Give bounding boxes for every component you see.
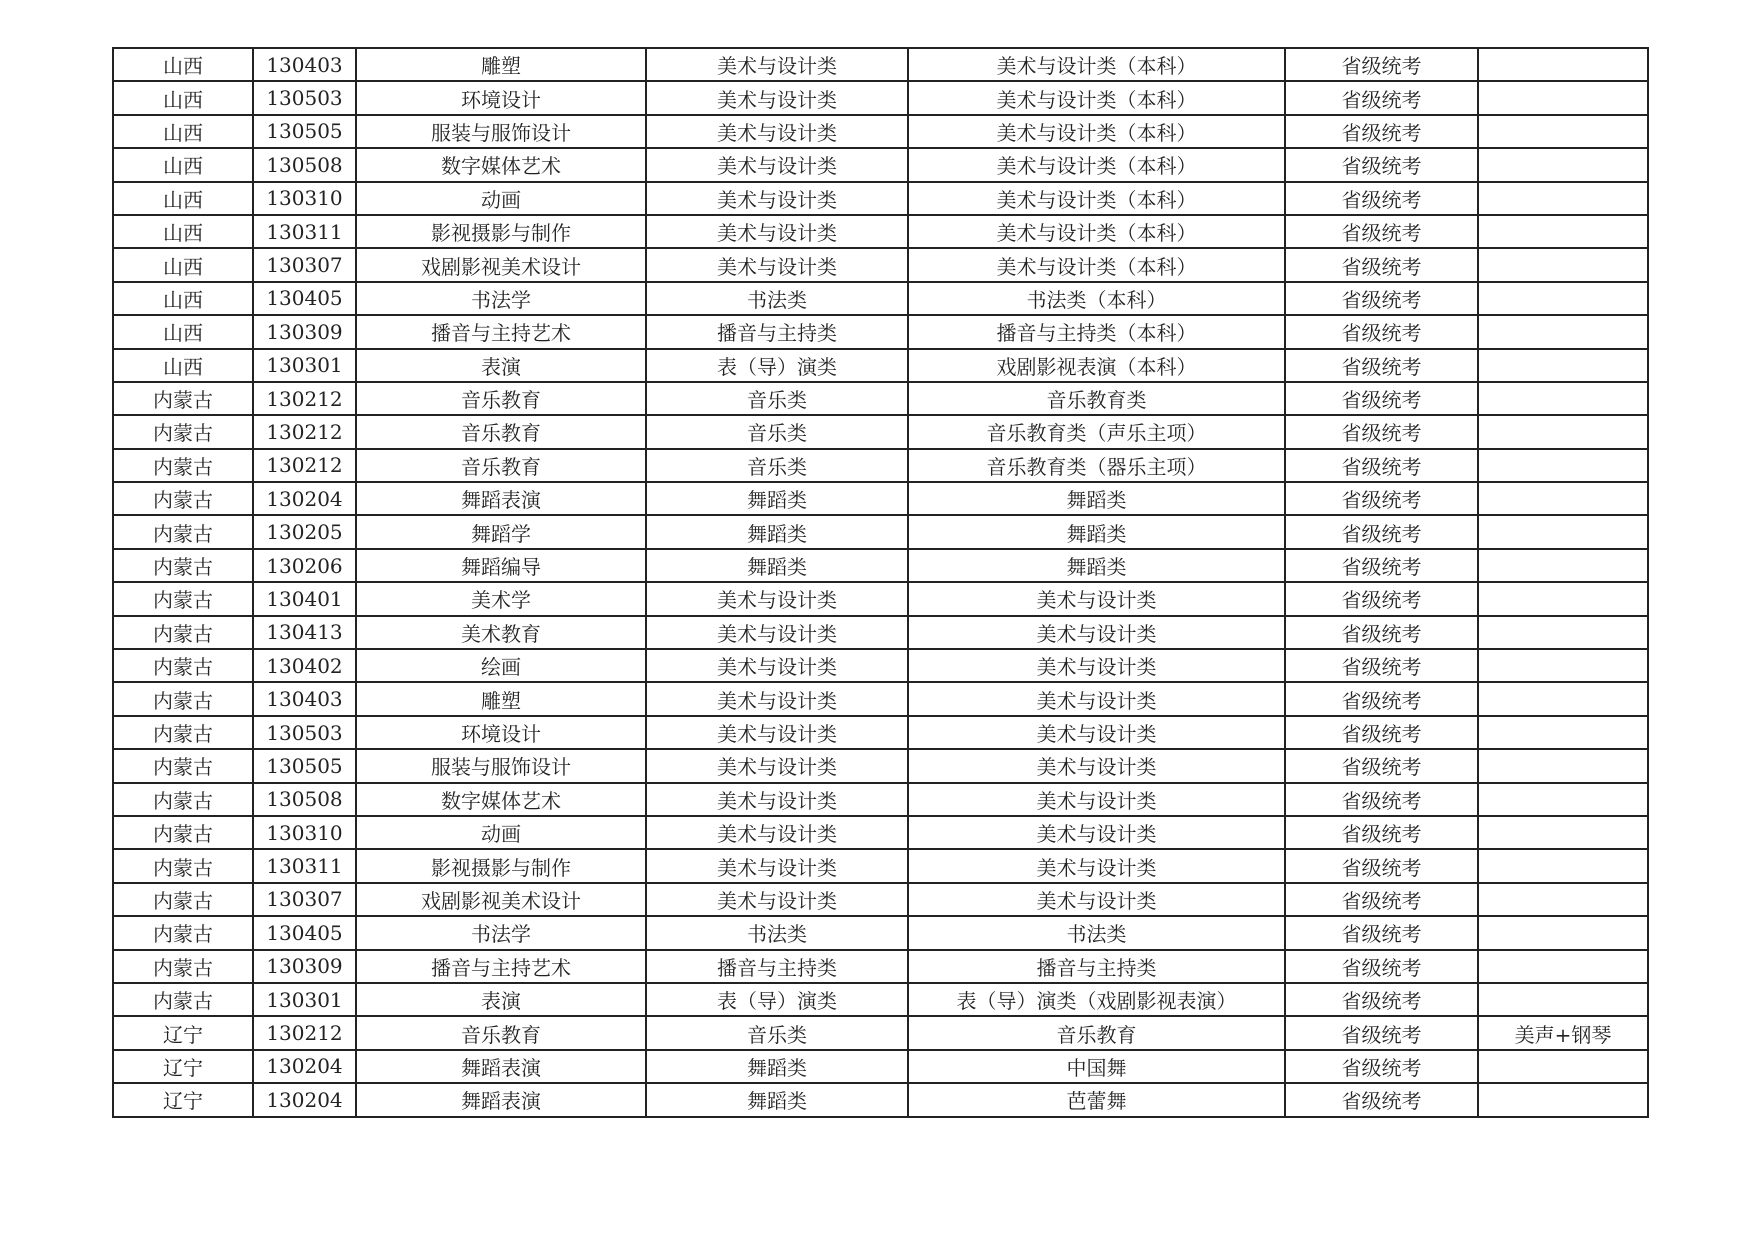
major-name-cell: 雕塑 <box>356 48 646 81</box>
major-name-cell: 动画 <box>356 816 646 849</box>
exam-type-cell: 省级统考 <box>1285 282 1478 315</box>
major-code-cell: 130206 <box>253 549 356 582</box>
exam-type-cell: 省级统考 <box>1285 115 1478 148</box>
major-code-cell: 130309 <box>253 315 356 348</box>
remark-cell <box>1478 649 1648 682</box>
major-code-cell: 130413 <box>253 616 356 649</box>
remark-cell <box>1478 582 1648 615</box>
exam-type-cell: 省级统考 <box>1285 215 1478 248</box>
province-cell: 山西 <box>113 315 253 348</box>
remark-cell <box>1478 282 1648 315</box>
major-code-cell: 130503 <box>253 81 356 114</box>
exam-subcategory-cell: 美术与设计类 <box>908 849 1285 882</box>
exam-category-cell: 播音与主持类 <box>646 315 908 348</box>
major-code-cell: 130307 <box>253 248 356 281</box>
exam-subcategory-cell: 芭蕾舞 <box>908 1083 1285 1116</box>
exam-type-cell: 省级统考 <box>1285 248 1478 281</box>
province-cell: 山西 <box>113 182 253 215</box>
major-name-cell: 音乐教育 <box>356 382 646 415</box>
major-code-cell: 130403 <box>253 682 356 715</box>
table-row <box>113 983 1648 1016</box>
exam-category-cell: 舞蹈类 <box>646 482 908 515</box>
remark-cell: 美声+钢琴 <box>1478 1016 1648 1049</box>
province-cell: 内蒙古 <box>113 816 253 849</box>
remark-cell <box>1478 983 1648 1016</box>
remark-cell <box>1478 81 1648 114</box>
exam-subcategory-cell: 音乐教育类 <box>908 382 1285 415</box>
major-name-cell: 舞蹈表演 <box>356 1083 646 1116</box>
remark-cell <box>1478 349 1648 382</box>
province-cell: 内蒙古 <box>113 916 253 949</box>
remark-cell <box>1478 749 1648 782</box>
remark-cell <box>1478 1050 1648 1083</box>
exam-type-cell: 省级统考 <box>1285 749 1478 782</box>
province-cell: 山西 <box>113 148 253 181</box>
major-name-cell: 戏剧影视美术设计 <box>356 883 646 916</box>
remark-cell <box>1478 916 1648 949</box>
major-code-cell: 130212 <box>253 415 356 448</box>
major-name-cell: 播音与主持艺术 <box>356 950 646 983</box>
major-code-cell: 130310 <box>253 182 356 215</box>
table-row <box>113 950 1648 983</box>
exam-category-cell: 舞蹈类 <box>646 1050 908 1083</box>
table-row <box>113 115 1648 148</box>
exam-subcategory-cell: 音乐教育 <box>908 1016 1285 1049</box>
remark-cell <box>1478 115 1648 148</box>
exam-subcategory-cell: 美术与设计类（本科） <box>908 182 1285 215</box>
remark-cell <box>1478 783 1648 816</box>
province-cell: 内蒙古 <box>113 549 253 582</box>
exam-subcategory-cell: 美术与设计类 <box>908 749 1285 782</box>
exam-category-cell: 美术与设计类 <box>646 115 908 148</box>
province-cell: 内蒙古 <box>113 449 253 482</box>
table-row <box>113 916 1648 949</box>
exam-category-cell: 书法类 <box>646 282 908 315</box>
remark-cell <box>1478 549 1648 582</box>
exam-subcategory-cell: 书法类（本科） <box>908 282 1285 315</box>
major-code-cell: 130311 <box>253 215 356 248</box>
exam-type-cell: 省级统考 <box>1285 81 1478 114</box>
exam-subcategory-cell: 美术与设计类 <box>908 883 1285 916</box>
major-code-cell: 130309 <box>253 950 356 983</box>
major-name-cell: 动画 <box>356 182 646 215</box>
major-code-cell: 130505 <box>253 749 356 782</box>
province-cell: 内蒙古 <box>113 749 253 782</box>
exam-category-cell: 美术与设计类 <box>646 649 908 682</box>
exam-category-cell: 美术与设计类 <box>646 849 908 882</box>
remark-cell <box>1478 883 1648 916</box>
table-row <box>113 215 1648 248</box>
remark-cell <box>1478 1083 1648 1116</box>
remark-cell <box>1478 182 1648 215</box>
exam-subcategory-cell: 美术与设计类 <box>908 816 1285 849</box>
province-cell: 内蒙古 <box>113 482 253 515</box>
table-row <box>113 549 1648 582</box>
table-row <box>113 649 1648 682</box>
exam-subcategory-cell: 美术与设计类（本科） <box>908 248 1285 281</box>
province-cell: 山西 <box>113 248 253 281</box>
province-cell: 山西 <box>113 48 253 81</box>
exam-subcategory-cell: 美术与设计类（本科） <box>908 115 1285 148</box>
province-cell: 山西 <box>113 115 253 148</box>
table-row <box>113 849 1648 882</box>
exam-subcategory-cell: 表（导）演类（戏剧影视表演） <box>908 983 1285 1016</box>
exam-type-cell: 省级统考 <box>1285 883 1478 916</box>
remark-cell <box>1478 515 1648 548</box>
table-row <box>113 749 1648 782</box>
exam-subcategory-cell: 播音与主持类 <box>908 950 1285 983</box>
exam-type-cell: 省级统考 <box>1285 349 1478 382</box>
major-name-cell: 书法学 <box>356 916 646 949</box>
table-row <box>113 582 1648 615</box>
exam-type-cell: 省级统考 <box>1285 549 1478 582</box>
major-code-cell: 130505 <box>253 115 356 148</box>
exam-type-cell: 省级统考 <box>1285 315 1478 348</box>
table-row <box>113 349 1648 382</box>
exam-subcategory-cell: 音乐教育类（声乐主项） <box>908 415 1285 448</box>
exam-subcategory-cell: 书法类 <box>908 916 1285 949</box>
exam-category-cell: 美术与设计类 <box>646 716 908 749</box>
remark-cell <box>1478 950 1648 983</box>
remark-cell <box>1478 816 1648 849</box>
major-code-cell: 130508 <box>253 783 356 816</box>
exam-type-cell: 省级统考 <box>1285 382 1478 415</box>
exam-subcategory-cell: 美术与设计类（本科） <box>908 81 1285 114</box>
table-row <box>113 415 1648 448</box>
table-row <box>113 81 1648 114</box>
major-name-cell: 绘画 <box>356 649 646 682</box>
table-row <box>113 482 1648 515</box>
exam-type-cell: 省级统考 <box>1285 148 1478 181</box>
exam-category-cell: 美术与设计类 <box>646 616 908 649</box>
table-row <box>113 816 1648 849</box>
province-cell: 山西 <box>113 215 253 248</box>
table-row <box>113 883 1648 916</box>
remark-cell <box>1478 849 1648 882</box>
table-row <box>113 1016 1648 1049</box>
major-code-cell: 130204 <box>253 1050 356 1083</box>
remark-cell <box>1478 215 1648 248</box>
major-code-cell: 130212 <box>253 449 356 482</box>
province-cell: 内蒙古 <box>113 582 253 615</box>
province-cell: 内蒙古 <box>113 649 253 682</box>
exam-subcategory-cell: 中国舞 <box>908 1050 1285 1083</box>
exam-category-cell: 美术与设计类 <box>646 582 908 615</box>
exam-subcategory-cell: 美术与设计类 <box>908 716 1285 749</box>
table-row <box>113 783 1648 816</box>
exam-category-cell: 美术与设计类 <box>646 215 908 248</box>
table-row <box>113 48 1648 81</box>
exam-type-cell: 省级统考 <box>1285 449 1478 482</box>
exam-category-cell: 音乐类 <box>646 382 908 415</box>
province-cell: 内蒙古 <box>113 682 253 715</box>
table-row <box>113 248 1648 281</box>
province-cell: 内蒙古 <box>113 783 253 816</box>
province-cell: 山西 <box>113 282 253 315</box>
exam-subcategory-cell: 美术与设计类（本科） <box>908 148 1285 181</box>
exam-category-cell: 美术与设计类 <box>646 248 908 281</box>
major-name-cell: 服装与服饰设计 <box>356 749 646 782</box>
exam-type-cell: 省级统考 <box>1285 783 1478 816</box>
exam-category-cell: 书法类 <box>646 916 908 949</box>
remark-cell <box>1478 48 1648 81</box>
exam-subcategory-cell: 美术与设计类 <box>908 649 1285 682</box>
exam-category-cell: 表（导）演类 <box>646 349 908 382</box>
exam-category-cell: 美术与设计类 <box>646 48 908 81</box>
exam-type-cell: 省级统考 <box>1285 415 1478 448</box>
table-row <box>113 382 1648 415</box>
exam-type-cell: 省级统考 <box>1285 950 1478 983</box>
table-row <box>113 1083 1648 1116</box>
remark-cell <box>1478 382 1648 415</box>
remark-cell <box>1478 616 1648 649</box>
major-code-cell: 130212 <box>253 1016 356 1049</box>
province-cell: 山西 <box>113 349 253 382</box>
exam-subcategory-cell: 舞蹈类 <box>908 549 1285 582</box>
exam-type-cell: 省级统考 <box>1285 716 1478 749</box>
remark-cell <box>1478 415 1648 448</box>
exam-category-cell: 美术与设计类 <box>646 749 908 782</box>
major-code-cell: 130405 <box>253 282 356 315</box>
exam-subcategory-cell: 舞蹈类 <box>908 515 1285 548</box>
major-code-cell: 130205 <box>253 515 356 548</box>
major-code-cell: 130401 <box>253 582 356 615</box>
major-name-cell: 音乐教育 <box>356 449 646 482</box>
table-row <box>113 682 1648 715</box>
exam-subcategory-cell: 播音与主持类（本科） <box>908 315 1285 348</box>
remark-cell <box>1478 482 1648 515</box>
exam-category-cell: 美术与设计类 <box>646 81 908 114</box>
major-code-cell: 130402 <box>253 649 356 682</box>
exam-category-cell: 美术与设计类 <box>646 883 908 916</box>
major-code-cell: 130307 <box>253 883 356 916</box>
exam-category-cell: 美术与设计类 <box>646 182 908 215</box>
province-cell: 辽宁 <box>113 1083 253 1116</box>
major-name-cell: 数字媒体艺术 <box>356 783 646 816</box>
major-code-cell: 130301 <box>253 349 356 382</box>
table-row <box>113 315 1648 348</box>
province-cell: 内蒙古 <box>113 616 253 649</box>
major-name-cell: 音乐教育 <box>356 415 646 448</box>
major-name-cell: 美术学 <box>356 582 646 615</box>
province-cell: 内蒙古 <box>113 515 253 548</box>
exam-category-cell: 美术与设计类 <box>646 682 908 715</box>
exam-type-cell: 省级统考 <box>1285 48 1478 81</box>
exam-type-cell: 省级统考 <box>1285 682 1478 715</box>
major-code-cell: 130508 <box>253 148 356 181</box>
exam-subcategory-cell: 美术与设计类 <box>908 582 1285 615</box>
table-row <box>113 616 1648 649</box>
exam-category-cell: 音乐类 <box>646 415 908 448</box>
exam-subcategory-cell: 美术与设计类 <box>908 783 1285 816</box>
major-code-cell: 130204 <box>253 482 356 515</box>
province-cell: 内蒙古 <box>113 950 253 983</box>
exam-type-cell: 省级统考 <box>1285 616 1478 649</box>
exam-type-cell: 省级统考 <box>1285 649 1478 682</box>
major-code-cell: 130403 <box>253 48 356 81</box>
major-code-cell: 130204 <box>253 1083 356 1116</box>
exam-category-cell: 舞蹈类 <box>646 515 908 548</box>
exam-subcategory-cell: 舞蹈类 <box>908 482 1285 515</box>
major-name-cell: 舞蹈学 <box>356 515 646 548</box>
major-name-cell: 影视摄影与制作 <box>356 849 646 882</box>
province-cell: 内蒙古 <box>113 983 253 1016</box>
exam-type-cell: 省级统考 <box>1285 1050 1478 1083</box>
major-name-cell: 影视摄影与制作 <box>356 215 646 248</box>
exam-category-cell: 音乐类 <box>646 1016 908 1049</box>
exam-category-cell: 美术与设计类 <box>646 783 908 816</box>
exam-subcategory-cell: 戏剧影视表演（本科） <box>908 349 1285 382</box>
exam-type-cell: 省级统考 <box>1285 482 1478 515</box>
table-row <box>113 515 1648 548</box>
major-name-cell: 书法学 <box>356 282 646 315</box>
major-name-cell: 舞蹈编导 <box>356 549 646 582</box>
table-row <box>113 1050 1648 1083</box>
major-name-cell: 环境设计 <box>356 81 646 114</box>
remark-cell <box>1478 248 1648 281</box>
province-cell: 内蒙古 <box>113 883 253 916</box>
province-cell: 内蒙古 <box>113 382 253 415</box>
table-row <box>113 716 1648 749</box>
remark-cell <box>1478 716 1648 749</box>
remark-cell <box>1478 148 1648 181</box>
major-name-cell: 美术教育 <box>356 616 646 649</box>
major-name-cell: 服装与服饰设计 <box>356 115 646 148</box>
major-name-cell: 环境设计 <box>356 716 646 749</box>
table-row <box>113 282 1648 315</box>
exam-type-cell: 省级统考 <box>1285 1083 1478 1116</box>
exam-category-cell: 舞蹈类 <box>646 549 908 582</box>
exam-category-cell: 美术与设计类 <box>646 816 908 849</box>
table-body <box>113 48 1648 1117</box>
major-code-cell: 130301 <box>253 983 356 1016</box>
major-name-cell: 雕塑 <box>356 682 646 715</box>
exam-subcategory-cell: 美术与设计类（本科） <box>908 215 1285 248</box>
major-code-cell: 130503 <box>253 716 356 749</box>
province-cell: 辽宁 <box>113 1016 253 1049</box>
remark-cell <box>1478 682 1648 715</box>
major-name-cell: 表演 <box>356 983 646 1016</box>
table-row <box>113 148 1648 181</box>
province-cell: 内蒙古 <box>113 849 253 882</box>
major-name-cell: 舞蹈表演 <box>356 1050 646 1083</box>
exam-category-cell: 播音与主持类 <box>646 950 908 983</box>
exam-subcategory-cell: 美术与设计类 <box>908 682 1285 715</box>
table-row <box>113 449 1648 482</box>
major-code-cell: 130212 <box>253 382 356 415</box>
admissions-table <box>112 47 1649 1118</box>
exam-category-cell: 美术与设计类 <box>646 148 908 181</box>
exam-type-cell: 省级统考 <box>1285 515 1478 548</box>
major-code-cell: 130405 <box>253 916 356 949</box>
major-name-cell: 数字媒体艺术 <box>356 148 646 181</box>
exam-subcategory-cell: 美术与设计类（本科） <box>908 48 1285 81</box>
exam-type-cell: 省级统考 <box>1285 849 1478 882</box>
exam-subcategory-cell: 美术与设计类 <box>908 616 1285 649</box>
province-cell: 山西 <box>113 81 253 114</box>
major-name-cell: 播音与主持艺术 <box>356 315 646 348</box>
major-code-cell: 130310 <box>253 816 356 849</box>
table-row <box>113 182 1648 215</box>
major-name-cell: 表演 <box>356 349 646 382</box>
major-code-cell: 130311 <box>253 849 356 882</box>
exam-type-cell: 省级统考 <box>1285 182 1478 215</box>
exam-type-cell: 省级统考 <box>1285 816 1478 849</box>
major-name-cell: 舞蹈表演 <box>356 482 646 515</box>
province-cell: 内蒙古 <box>113 716 253 749</box>
exam-type-cell: 省级统考 <box>1285 916 1478 949</box>
province-cell: 内蒙古 <box>113 415 253 448</box>
exam-category-cell: 音乐类 <box>646 449 908 482</box>
exam-category-cell: 表（导）演类 <box>646 983 908 1016</box>
exam-subcategory-cell: 音乐教育类（器乐主项） <box>908 449 1285 482</box>
exam-type-cell: 省级统考 <box>1285 983 1478 1016</box>
major-name-cell: 音乐教育 <box>356 1016 646 1049</box>
exam-type-cell: 省级统考 <box>1285 582 1478 615</box>
exam-category-cell: 舞蹈类 <box>646 1083 908 1116</box>
exam-type-cell: 省级统考 <box>1285 1016 1478 1049</box>
remark-cell <box>1478 449 1648 482</box>
remark-cell <box>1478 315 1648 348</box>
province-cell: 辽宁 <box>113 1050 253 1083</box>
major-name-cell: 戏剧影视美术设计 <box>356 248 646 281</box>
